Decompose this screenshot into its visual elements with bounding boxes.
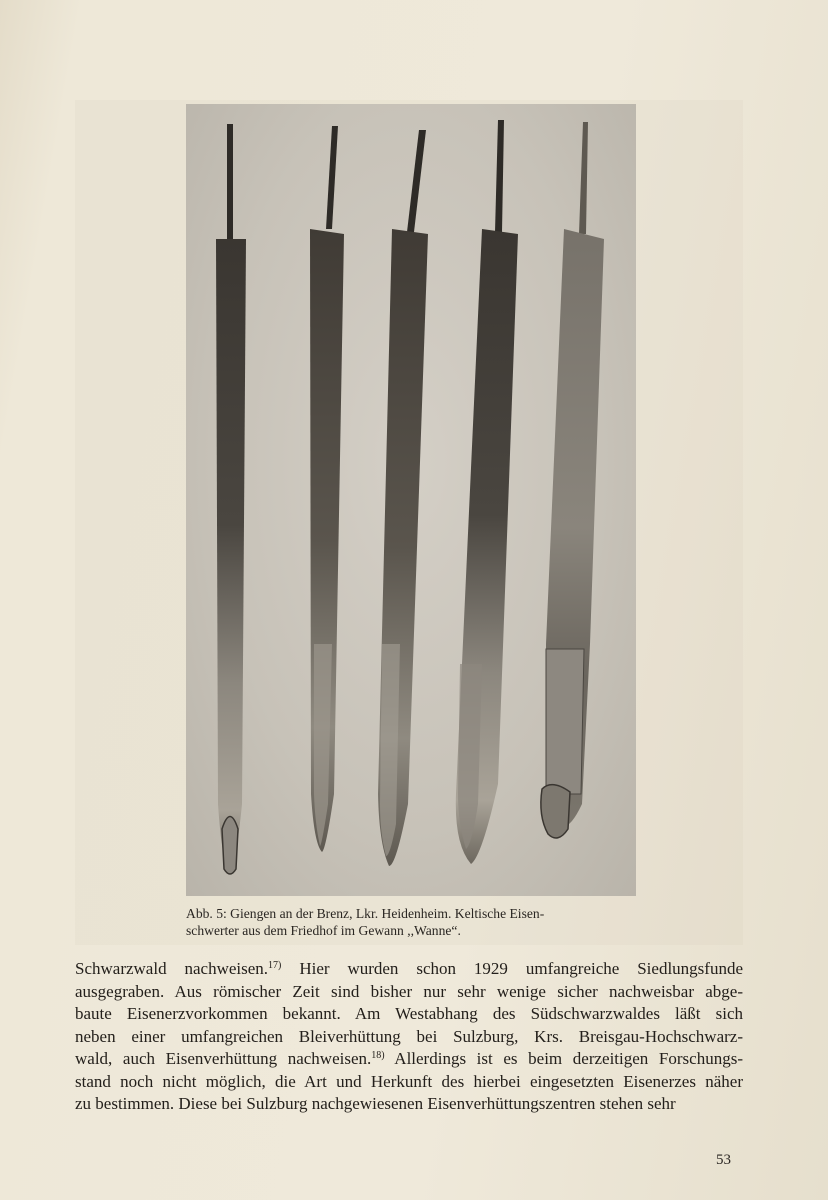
body-line-5 <box>75 1048 743 1071</box>
sword-3 <box>378 130 428 866</box>
sword-1 <box>216 124 246 874</box>
body-line-1-text-b: Hier wurden schon 1929 umfangreiche Siedlungsfunde <box>281 959 743 978</box>
body-line-3: baute Eisenerzvorkommen bekannt. Am Westabhang des Südschwarzwaldes läßt sich <box>75 1004 743 1023</box>
body-line-7: zu bestimmen. Diese bei Sulzburg nachgewiesenen Eisenverhüttungszentren stehen sehr <box>75 1094 676 1113</box>
body-line-6: stand noch nicht möglich, die Art und Herkunft des hierbei eingesetzten Eisenerzes näher <box>75 1071 743 1091</box>
body-line-1 <box>75 958 743 981</box>
footnote-ref-17: 17) <box>268 960 282 971</box>
body-line-4: neben einer umfangreichen Bleiverhüttung bei Sulzburg, Krs. Breisgau-Hochschwarz- <box>75 1026 743 1046</box>
body-line-5-text-b: Allerdings ist es beim derzeitigen Forschungs- <box>384 1049 743 1068</box>
body-line-2: ausgegraben. Aus römischer Zeit sind bisher nur sehr wenige sicher nachweisbar abge- <box>75 981 743 1001</box>
sword-2 <box>310 126 344 852</box>
body-line-1-text-a: Schwarzwald nachweisen. <box>75 959 269 978</box>
page-number: 53 <box>716 1152 731 1168</box>
sword-4 <box>456 120 518 864</box>
caption-line-2: schwerter aus dem Friedhof im Gewann ,,Wanne“. <box>186 923 461 938</box>
footnote-ref-18: 18) <box>371 1050 385 1061</box>
figure-photo-iron-swords <box>186 104 636 896</box>
body-paragraph <box>75 958 743 1116</box>
swords-illustration <box>186 104 636 896</box>
body-line-5-text-a: wald, auch Eisenverhüttung nachweisen. <box>75 1049 372 1068</box>
caption-line-1: Abb. 5: Giengen an der Brenz, Lkr. Heidenheim. Keltische Eisen- <box>186 906 545 921</box>
figure-caption <box>186 905 646 939</box>
sword-5 <box>541 122 604 838</box>
